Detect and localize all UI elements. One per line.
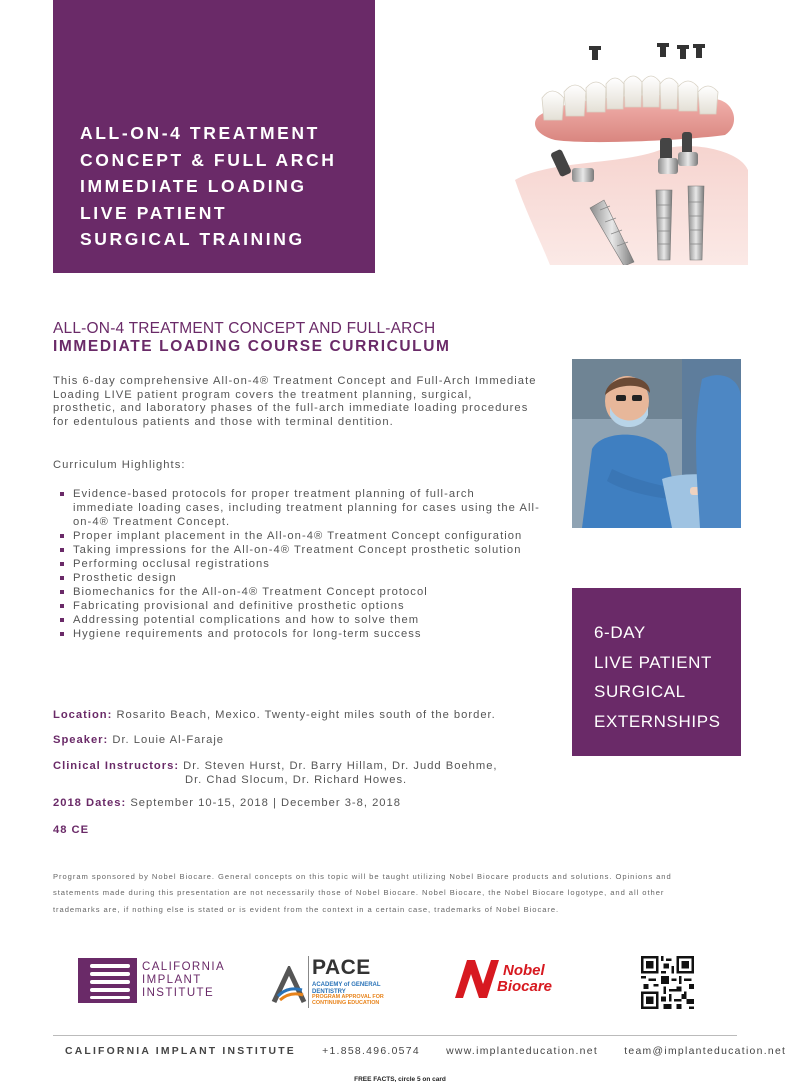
footer-org: CALIFORNIA IMPLANT INSTITUTE xyxy=(65,1046,296,1057)
cii-mark-icon xyxy=(78,958,137,1003)
location-row xyxy=(53,708,496,723)
instructors-row xyxy=(53,759,498,774)
biocare-word: Biocare xyxy=(497,978,553,995)
nobel-word: Nobel xyxy=(503,962,545,979)
externship-line: 6-DAY xyxy=(594,623,646,642)
sponsor-disclaimer: Program sponsored by Nobel Biocare. General concepts on this topic will be taught utilizing Nobel Biocare products and solutions. Opinions and statements made during this presentation are not necessarily those of Nobel Biocare. Nobel Biocare, the Nobel Biocare logotype, and all other trademarks are, if nothing else is stated or is evident from the context in a certain case, trademarks of Nobel Biocare. xyxy=(53,872,672,914)
surgery-photo xyxy=(572,359,741,528)
externship-text xyxy=(594,618,721,736)
speaker-row xyxy=(53,733,224,748)
list-item: Prosthetic design xyxy=(60,571,540,585)
free-facts-note: FREE FACTS, circle 5 on card xyxy=(354,1076,446,1083)
pace-logo xyxy=(270,956,385,1011)
pace-a-icon xyxy=(270,966,308,1004)
speaker-value: Dr. Louie Al-Faraje xyxy=(112,734,225,746)
list-item: Taking impressions for the All-on-4® Treatment Concept prosthetic solution xyxy=(60,543,540,557)
curriculum-heading-line1: ALL-ON-4 TREATMENT CONCEPT AND FULL-ARCH xyxy=(53,320,436,337)
cii-logo-line: IMPLANT xyxy=(142,974,202,986)
qr-code xyxy=(641,956,694,1009)
externship-line: SURGICAL xyxy=(594,682,686,701)
highlights-list xyxy=(60,487,540,641)
hero-title-line: IMMEDIATE LOADING xyxy=(80,176,307,196)
list-item: Performing occlusal registrations xyxy=(60,557,540,571)
hero-title-line: SURGICAL TRAINING xyxy=(80,229,305,249)
curriculum-heading-line2: IMMEDIATE LOADING COURSE CURRICULUM xyxy=(53,338,451,355)
footer-contact xyxy=(65,1046,786,1057)
instructors-label: Clinical Instructors: xyxy=(53,760,180,772)
list-item: Proper implant placement in the All-on-4® Treatment Concept configuration xyxy=(60,529,540,543)
location-value: Rosarito Beach, Mexico. Twenty-eight miles south of the border. xyxy=(116,709,496,721)
footer-divider xyxy=(53,1035,737,1036)
list-item: Addressing potential complications and how to solve them xyxy=(60,613,540,627)
list-item: Fabricating provisional and definitive prosthetic options xyxy=(60,599,540,613)
nobel-biocare-logo xyxy=(453,954,573,1004)
externship-line: LIVE PATIENT xyxy=(594,652,713,672)
dates-label: 2018 Dates: xyxy=(53,797,127,809)
hero-title-line: CONCEPT & FULL ARCH xyxy=(80,149,337,170)
nobel-mark-icon xyxy=(453,954,503,1002)
footer-email-link[interactable]: team@implanteducation.net xyxy=(624,1046,787,1057)
list-item: Hygiene requirements and protocols for long-term success xyxy=(60,627,540,641)
cii-logo-line: INSTITUTE xyxy=(142,987,215,999)
hero-title-line: ALL-ON-4 TREATMENT xyxy=(80,123,320,143)
pace-word: PACE xyxy=(312,956,371,979)
curriculum-intro: This 6-day comprehensive All-on-4® Treatment Concept and Full-Arch Immediate Loading LIVE patient program covers the treatment planning, surgical, prosthetic, and laboratory phases of the full-arch immediate loading procedures for edentulous patients and those with terminal dentition. xyxy=(53,375,537,428)
footer-website-link[interactable]: www.implanteducation.net xyxy=(446,1046,599,1057)
dates-row xyxy=(53,796,401,811)
instructors-value-2: Dr. Chad Slocum, Dr. Richard Howes. xyxy=(185,774,408,786)
hero-title xyxy=(80,120,370,253)
highlights-title: Curriculum Highlights: xyxy=(53,459,186,471)
location-label: Location: xyxy=(53,709,113,721)
footer-phone[interactable]: +1.858.496.0574 xyxy=(322,1046,420,1057)
cii-logo-line: CALIFORNIA xyxy=(142,961,226,973)
instructors-value: Dr. Steven Hurst, Dr. Barry Hillam, Dr. Judd Boehme, xyxy=(183,760,498,772)
dates-value: September 10-15, 2018 | December 3-8, 2018 xyxy=(130,797,401,809)
list-item: Biomechanics for the All-on-4® Treatment Concept protocol xyxy=(60,585,540,599)
ce-credits: 48 CE xyxy=(53,824,90,836)
pace-sub: ACADEMY of GENERAL DENTISTRY xyxy=(312,982,381,995)
implant-illustration xyxy=(510,40,750,265)
speaker-label: Speaker: xyxy=(53,734,109,746)
cii-logo-text xyxy=(142,961,252,1000)
pace-divider xyxy=(308,956,309,1008)
hero-title-line: LIVE PATIENT xyxy=(80,202,228,223)
pace-sub2: PROGRAM APPROVAL FOR CONTINUING EDUCATION xyxy=(312,994,384,1006)
list-item: Evidence-based protocols for proper treatment planning of full-arch immediate loading cases, including treatment planning for cases using the All-on-4® Treatment Concept. xyxy=(60,487,540,529)
externship-line: EXTERNSHIPS xyxy=(594,711,721,731)
